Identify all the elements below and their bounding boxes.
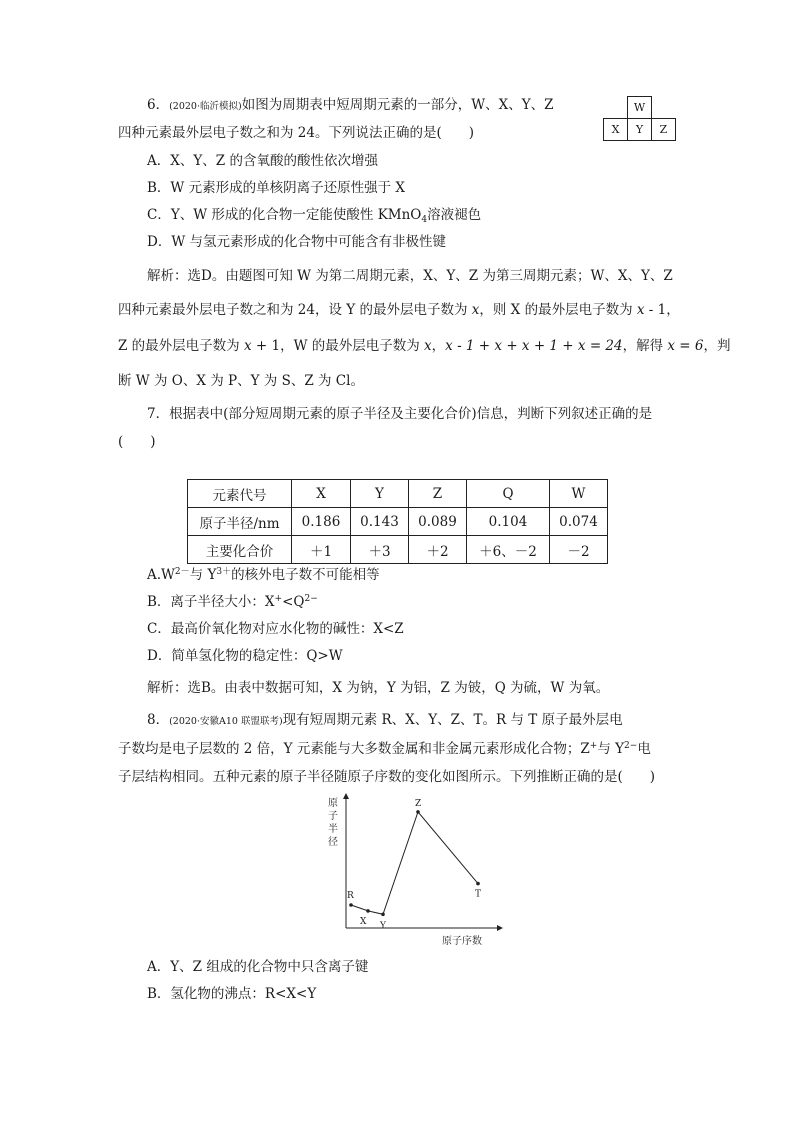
series-line: [351, 812, 478, 914]
q7-option-c: C．最高价氧化物对应水化物的碱性：X<Z: [147, 621, 404, 637]
q6-option-b: B．W 元素形成的单核阴离子还原性强于 X: [147, 180, 405, 196]
q7-analysis: 解析：选B。由表中数据可知，X 为钠，Y 为铝，Z 为铍，Q 为硫，W 为氧。: [147, 680, 610, 696]
table-cell: 0.104: [467, 508, 550, 536]
q7-line2: ( ): [118, 434, 156, 450]
data-point-x: [366, 909, 370, 913]
q7-option-b: B．离子半径大小：$X^+<Q^{2-}$: [147, 594, 318, 610]
atomic-radius-chart: [320, 792, 510, 952]
header-cell: X: [292, 480, 351, 508]
table-cell: ＋6、－2: [467, 536, 550, 564]
q8-line3: 子层结构相同。五种元素的原子半径随原子序数的变化如图所示。下列推断正确的是( ): [118, 769, 656, 785]
y-axis-label-char: 子: [328, 811, 338, 822]
table-cell: ＋3: [351, 536, 409, 564]
header-cell: 元素代号: [188, 480, 292, 508]
table-cell: 0.186: [292, 508, 351, 536]
q8-option-a: A．Y、Z 组成的化合物中只含离子键: [147, 959, 369, 975]
header-cell: Z: [409, 480, 467, 508]
q7-option-a: $A.W^{2-}$与 $Y^{3+}$的核外电子数不可能相等: [147, 567, 380, 583]
q6-option-a: A．X、Y、Z 的含氧酸的酸性依次增强: [147, 153, 378, 169]
q6-analysis-2: 四种元素最外层电子数之和为 24，设 Y 的最外层电子数为 x，则 X 的最外层电子数为 x - 1，: [118, 302, 680, 318]
data-label-r: R: [347, 891, 354, 901]
x-axis-label: 原子序数: [442, 936, 482, 947]
header-cell: Y: [351, 480, 409, 508]
header-cell: Q: [467, 480, 550, 508]
q6-line1: 6．(2020·临沂模拟)如图为周期表中短周期元素的一部分，W、X、Y、Z: [147, 97, 554, 113]
q6-line2: 四种元素最外层电子数之和为 24。下列说法正确的是( ): [118, 125, 475, 141]
y-axis-label-char: 径: [328, 837, 338, 848]
data-point-z: [416, 810, 420, 814]
cell-x: X: [604, 119, 628, 141]
q8-line1: 8．(2020·安徽A10 联盟联考)现有短周期元素 R、X、Y、Z、T。R 与 T 原子最外层电: [147, 712, 623, 728]
table-cell: 原子半径/nm: [188, 508, 292, 536]
y-axis-label-char: 原: [328, 798, 338, 809]
q8-line2: 子数均是电子层数的 2 倍，Y 元素能与大多数金属和非金属元素形成化合物；Z+与 $Y^{2-}$电: [118, 741, 651, 757]
periodic-table-fragment: [603, 96, 676, 141]
data-point-y: [381, 913, 385, 917]
q6-option-c: C．Y、W 形成的化合物一定能使酸性 KMnO$_4$溶液褪色: [147, 207, 482, 225]
table-cell: 0.074: [550, 508, 608, 536]
table-cell: ＋2: [409, 536, 467, 564]
table-row: [188, 508, 608, 536]
q7-option-d: D．简单氢化物的稳定性：Q>W: [147, 648, 343, 664]
table-row: [188, 536, 608, 564]
cell-z: Z: [652, 119, 676, 141]
data-label-y: Y: [380, 921, 386, 932]
header-cell: W: [550, 480, 608, 508]
q6-analysis-3: Z 的最外层电子数为 x + 1，W 的最外层电子数为 x，x - 1 + x + x + 1 + x = 24，解得 x = 6，判: [118, 338, 731, 354]
data-label-t: T: [475, 889, 482, 900]
table-cell: 主要化合价: [188, 536, 292, 564]
table-header-row: [188, 480, 608, 508]
q6-analysis-4: 断 W 为 O、X 为 P、Y 为 S、Z 为 Cl。: [118, 373, 364, 389]
q7-line1: 7．根据表中(部分短周期元素的原子半径及主要化合价)信息，判断下列叙述正确的是: [147, 406, 653, 422]
data-point-t: [476, 882, 480, 886]
y-axis-label: [328, 797, 338, 848]
q8-option-b: B．氢化物的沸点：R<X<Y: [147, 986, 317, 1002]
data-point-r: [349, 903, 353, 907]
data-label-x: X: [360, 916, 367, 927]
y-axis-label-char: 半: [328, 824, 338, 835]
table-cell: －2: [550, 536, 608, 564]
data-label-z: Z: [415, 798, 422, 809]
q6-analysis-1: 解析：选D。由题图可知 W 为第二周期元素，X、Y、Z 为第三周期元素；W、X、Y、Z: [147, 268, 673, 284]
table-cell: 0.143: [351, 508, 409, 536]
q6-option-d: D．W 与氢元素形成的化合物中可能含有非极性键: [147, 234, 446, 250]
table-cell: ＋1: [292, 536, 351, 564]
cell-w: W: [628, 97, 652, 119]
cell-y: Y: [628, 119, 652, 141]
element-data-table: [187, 479, 608, 564]
table-cell: 0.089: [409, 508, 467, 536]
